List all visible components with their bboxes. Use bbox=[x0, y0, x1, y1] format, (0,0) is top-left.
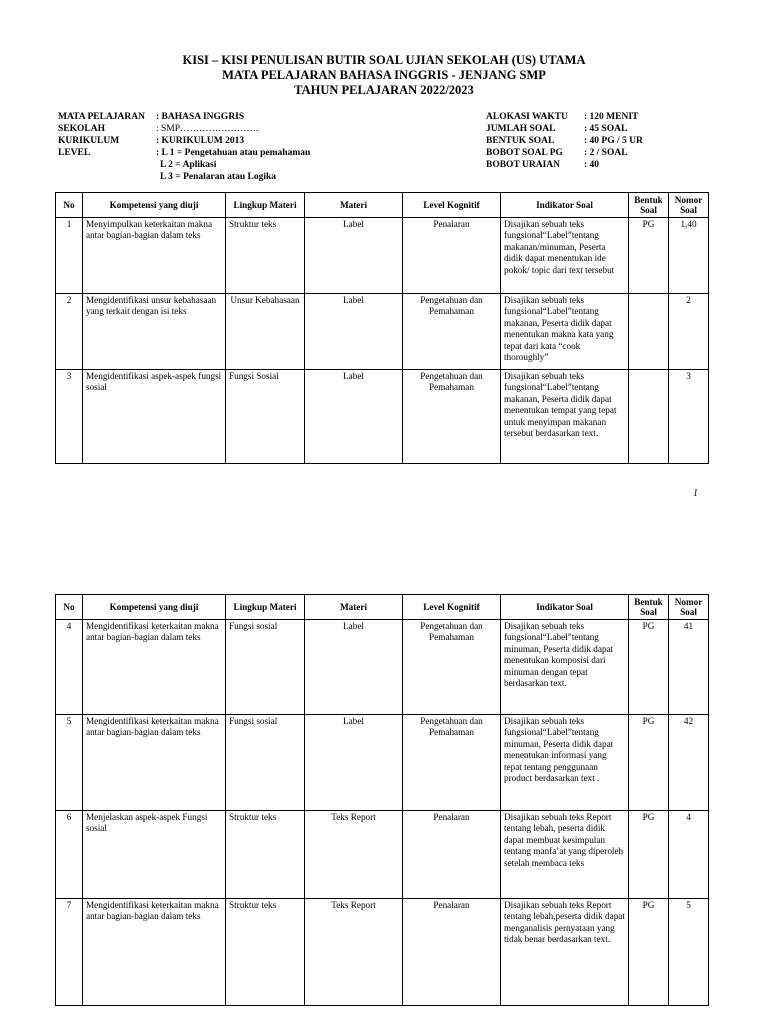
info-label: JUMLAH SOAL bbox=[486, 124, 556, 134]
cell-materi: Label bbox=[305, 294, 403, 370]
table-row bbox=[56, 620, 709, 715]
table-row bbox=[56, 715, 709, 811]
info-value: : 40 PG / 5 UR bbox=[584, 136, 643, 146]
info-value: : BAHASA INGGRIS bbox=[156, 112, 245, 122]
info-row-jumlah-soal bbox=[486, 123, 643, 135]
cell-nomor: 1,40 bbox=[669, 218, 709, 294]
info-row-level bbox=[58, 147, 310, 159]
info-label: BOBOT URAIAN bbox=[486, 160, 560, 170]
col-header-nomor: Nomor Soal bbox=[669, 193, 709, 218]
cell-materi: Label bbox=[305, 715, 403, 811]
info-row-sekolah bbox=[58, 123, 310, 135]
info-row-bobot-soal-pg bbox=[486, 147, 643, 159]
level-3-text: L 3 = Penalaran atau Logika bbox=[160, 172, 276, 182]
col-header-nomor: Nomor Soal bbox=[669, 595, 709, 620]
cell-materi: Label bbox=[305, 620, 403, 715]
page-number: 1 bbox=[693, 488, 698, 499]
cell-lingkup: Fungsi sosial bbox=[226, 620, 305, 715]
cell-no: 1 bbox=[56, 218, 83, 294]
col-header-no: No bbox=[56, 193, 83, 218]
info-row-bobot-uraian bbox=[486, 159, 643, 171]
doc-title-line-1: KISI – KISI PENULISAN BUTIR SOAL UJIAN SEKOLAH (US) UTAMA bbox=[182, 53, 586, 67]
cell-indikator: Disajikan sebuah teks fungsional“Label”tentang minuman, Peserta didik dapat menentukan informasi yang tepat tentang penggunaan product berdasarkan text . bbox=[501, 715, 629, 811]
cell-level: Penalaran bbox=[403, 811, 501, 899]
cell-kompetensi: Mengidentifikasi keterkaitan makna antar bagian-bagian dalam teks bbox=[83, 715, 226, 811]
cell-no: 5 bbox=[56, 715, 83, 811]
cell-materi: Label bbox=[305, 218, 403, 294]
info-row-level-3 bbox=[58, 171, 310, 183]
info-value: : 2 / SOAL bbox=[584, 148, 628, 158]
info-label: KURIKULUM bbox=[58, 136, 120, 146]
col-header-no: No bbox=[56, 595, 83, 620]
col-header-level: Level Kognitif bbox=[403, 595, 501, 620]
cell-lingkup: Fungsi sosial bbox=[226, 715, 305, 811]
cell-indikator: Disajikan sebuah teks Report tentang lebah,peserta didik dapat menganalisis pernyataan yang tidak benar berdasarkan text. bbox=[501, 899, 629, 1006]
cell-level: Penalaran bbox=[403, 899, 501, 1006]
cell-lingkup: Struktur teks bbox=[226, 899, 305, 1006]
cell-kompetensi: Menyimpulkan keterkaitan makna antar bagian-bagian dalam teks bbox=[83, 218, 226, 294]
cell-materi: Teks Report bbox=[305, 899, 403, 1006]
cell-bentuk: PG bbox=[629, 899, 669, 1006]
info-label: LEVEL bbox=[58, 148, 91, 158]
info-label: BOBOT SOAL PG bbox=[486, 148, 563, 158]
doc-title-line-3: TAHUN PELAJARAN 2022/2023 bbox=[294, 83, 474, 97]
info-row-bentuk-soal bbox=[486, 135, 643, 147]
cell-bentuk: PG bbox=[629, 218, 669, 294]
info-value: : SMP……………………. bbox=[156, 124, 259, 134]
table-header-row bbox=[56, 193, 709, 218]
cell-level: Pengetahuan dan Pemahaman bbox=[403, 715, 501, 811]
cell-bentuk: PG bbox=[629, 620, 669, 715]
cell-materi: Label bbox=[305, 370, 403, 464]
col-header-materi: Materi bbox=[305, 193, 403, 218]
col-header-lingkup: Lingkup Materi bbox=[226, 595, 305, 620]
info-row-mata-pelajaran bbox=[58, 111, 310, 123]
col-header-kompetensi: Kompetensi yang diuji bbox=[83, 193, 226, 218]
info-row-level-2 bbox=[58, 159, 310, 171]
cell-no: 2 bbox=[56, 294, 83, 370]
doc-title-line-2: MATA PELAJARAN BAHASA INGGRIS - JENJANG SMP bbox=[222, 68, 546, 82]
cell-materi: Teks Report bbox=[305, 811, 403, 899]
cell-kompetensi: Mengidentifikasi keterkaitan makna antar bagian-bagian dalam teks bbox=[83, 899, 226, 1006]
cell-no: 4 bbox=[56, 620, 83, 715]
info-label: ALOKASI WAKTU bbox=[486, 112, 568, 122]
col-header-materi: Materi bbox=[305, 595, 403, 620]
cell-lingkup: Struktur teks bbox=[226, 218, 305, 294]
level-2-text: L 2 = Aplikasi bbox=[160, 160, 217, 170]
info-value: : KURIKULUM 2013 bbox=[156, 136, 245, 146]
cell-level: Penalaran bbox=[403, 218, 501, 294]
cell-bentuk: PG bbox=[629, 715, 669, 811]
info-left bbox=[58, 111, 310, 183]
cell-level: Pengetahuan dan Pemahaman bbox=[403, 294, 501, 370]
col-header-indikator: Indikator Soal bbox=[501, 193, 629, 218]
cell-indikator: Disajikan sebuah teks fungsional“Label”tentang minuman, Peserta didik dapat menentukan komposisi dari minuman dengan tepat berdasarkan text. bbox=[501, 620, 629, 715]
cell-lingkup: Unsur Kebahasaan bbox=[226, 294, 305, 370]
table-header-row bbox=[56, 595, 709, 620]
table-row bbox=[56, 370, 709, 464]
cell-kompetensi: Mengidentifikasi unsur kebahasaan yang terkait dengan isi teks bbox=[83, 294, 226, 370]
info-value: : 120 MENIT bbox=[584, 112, 639, 122]
col-header-level: Level Kognitif bbox=[403, 193, 501, 218]
cell-kompetensi: Mengidentifikasi aspek-aspek fungsi sosial bbox=[83, 370, 226, 464]
kisi-table-page-2 bbox=[55, 594, 709, 1006]
col-header-bentuk: Bentuk Soal bbox=[629, 193, 669, 218]
info-label: MATA PELAJARAN bbox=[58, 112, 145, 122]
info-row-alokasi-waktu bbox=[486, 111, 643, 123]
info-value: : 45 SOAL bbox=[584, 124, 628, 134]
col-header-indikator: Indikator Soal bbox=[501, 595, 629, 620]
info-label: BENTUK SOAL bbox=[486, 136, 555, 146]
cell-indikator: Disajikan sebuah teks fungsional“Label”tentang makanan/minuman, Peserta didik dapat menentukan ide pokok/ topic dari text tersebut bbox=[501, 218, 629, 294]
cell-lingkup: Fungsi Sosial bbox=[226, 370, 305, 464]
table-row bbox=[56, 294, 709, 370]
table-row bbox=[56, 899, 709, 1006]
info-right bbox=[486, 111, 643, 171]
info-label: SEKOLAH bbox=[58, 124, 105, 134]
cell-nomor: 4 bbox=[669, 811, 709, 899]
info-row-kurikulum bbox=[58, 135, 310, 147]
cell-no: 7 bbox=[56, 899, 83, 1006]
cell-nomor: 2 bbox=[669, 294, 709, 370]
col-header-bentuk: Bentuk Soal bbox=[629, 595, 669, 620]
cell-nomor: 3 bbox=[669, 370, 709, 464]
cell-indikator: Disajikan sebuah teks fungsional“Label”tentang makanan, Peserta didik dapat menentukan tempat yang tepat untuk menyimpan makanan tersebut berdasarkan text. bbox=[501, 370, 629, 464]
cell-level: Pengetahuan dan Pemahaman bbox=[403, 620, 501, 715]
table-row bbox=[56, 218, 709, 294]
cell-kompetensi: Menjelaskan aspek-aspek Fungsi sosial bbox=[83, 811, 226, 899]
cell-nomor: 42 bbox=[669, 715, 709, 811]
col-header-lingkup: Lingkup Materi bbox=[226, 193, 305, 218]
cell-no: 3 bbox=[56, 370, 83, 464]
cell-bentuk: PG bbox=[629, 811, 669, 899]
cell-no: 6 bbox=[56, 811, 83, 899]
table-row bbox=[56, 811, 709, 899]
cell-level: Pengetahuan dan Pemahaman bbox=[403, 370, 501, 464]
cell-nomor: 5 bbox=[669, 899, 709, 1006]
col-header-kompetensi: Kompetensi yang diuji bbox=[83, 595, 226, 620]
cell-indikator: Disajikan sebuah teks fungsional“Label”tentang makanan, Peserta didik dapat menentukan makna kata yang tepat dari kata “cook thoroughly” bbox=[501, 294, 629, 370]
cell-lingkup: Struktur teks bbox=[226, 811, 305, 899]
info-value: : L 1 = Pengetahuan atau pemahaman bbox=[156, 148, 311, 158]
cell-nomor: 41 bbox=[669, 620, 709, 715]
cell-indikator: Disajikan sebuah teks Report tentang lebah, peserta didik dapat membuat kesimpulan tentang manfa’at yang diperoleh setelah membaca teks bbox=[501, 811, 629, 899]
cell-bentuk bbox=[629, 294, 669, 370]
info-value: : 40 bbox=[584, 160, 600, 170]
cell-bentuk bbox=[629, 370, 669, 464]
cell-kompetensi: Mengidentifikasi keterkaitan makna antar bagian-bagian dalam teks bbox=[83, 620, 226, 715]
kisi-table-page-1 bbox=[55, 192, 709, 464]
